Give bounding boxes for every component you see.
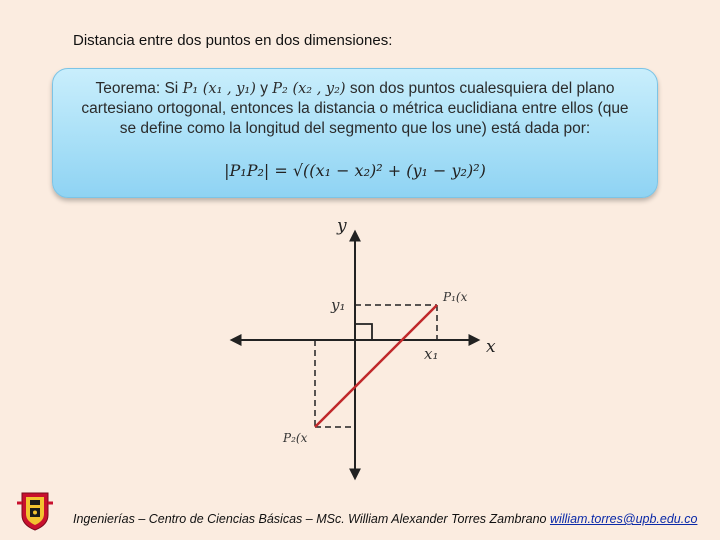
y1-label: y₁ — [331, 296, 346, 314]
distance-formula: |P₁P₂| = √((x₁ − x₂)² + (y₁ − y₂)²) — [224, 161, 486, 180]
theorem-line-2: cartesiano ortogonal, entonces la distancia o métrica euclidiana entre ellos (que — [81, 100, 629, 117]
slide-title: Distancia entre dos puntos en dos dimensiones: — [73, 32, 393, 49]
theorem-line-3: se define como la longitud del segmento que los une) está dada por: — [119, 120, 591, 137]
p1-label: P₁(x — [443, 290, 468, 304]
point-p2-math: P₂ (x₂ , y₂) — [272, 81, 346, 97]
point-p1-math: P₁ (x₁ , y₁) — [182, 81, 256, 97]
footer-text: Ingenierías – Centro de Ciencias Básicas – MSc. William Alexander Torres Zambrano — [73, 512, 550, 526]
p2-label: P₂(x — [283, 431, 308, 445]
x1-label: x₁ — [424, 345, 439, 363]
footer-email-link[interactable]: william.torres@upb.edu.co — [549, 512, 698, 526]
university-seal-icon — [16, 489, 54, 531]
theorem-prefix: Teorema: Si — [95, 80, 183, 97]
footer — [73, 512, 697, 526]
theorem-and: y — [255, 80, 273, 97]
right-angle-marker — [355, 324, 372, 340]
y-axis-label: y — [337, 216, 347, 236]
theorem-line1-rest: son dos puntos cualesquiera del plano — [345, 80, 615, 97]
p1-p2-segment — [315, 305, 437, 427]
x-axis-label: x — [486, 337, 496, 357]
